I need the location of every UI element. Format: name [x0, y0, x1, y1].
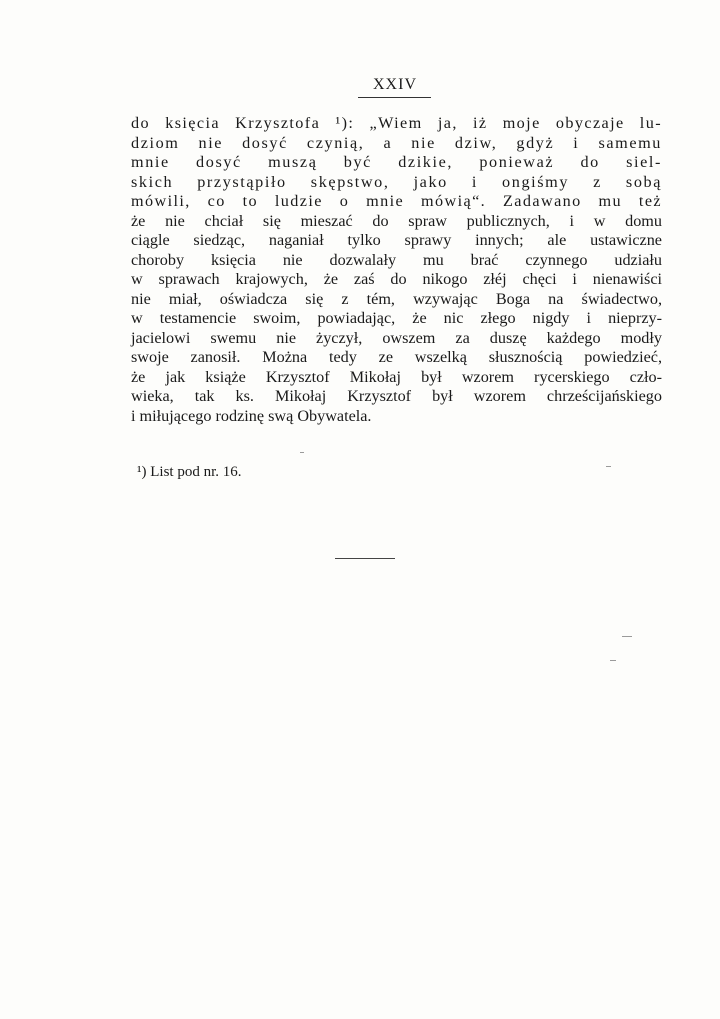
- text-line: w sprawach krajowych, że zaś do nikogo złéj chęci i nienawiści: [131, 270, 662, 288]
- scan-speck: [610, 660, 616, 661]
- text-line: skich przystąpiło skępstwo, jako i ongiśmy z sobą: [131, 172, 662, 191]
- body-text: [131, 114, 662, 426]
- text-line: w testamencie swoim, powiadając, że nic złego nigdy i nieprzy-: [131, 309, 662, 327]
- text-line: swoje zanosił. Można tedy ze wszelką słusznością powiedzieć,: [131, 348, 662, 366]
- text-line: ciągle siedząc, naganiał tylko sprawy innych; ale ustawiczne: [131, 231, 662, 249]
- text-line: że nie chciał się mieszać do spraw publicznych, i w domu: [131, 211, 662, 230]
- footnote: ¹) List pod nr. 16.: [137, 464, 242, 480]
- text-line: i miłującego rodzinę swą Obywatela.: [131, 406, 372, 425]
- page-number-underline: [358, 97, 431, 98]
- page-number: XXIV: [373, 76, 417, 93]
- scan-speck: [606, 466, 611, 467]
- text-line: mówili, co to ludzie o mnie mówią“. Zadawano mu też: [131, 192, 662, 210]
- text-line: mnie dosyć muszą być dzikie, ponieważ do siel-: [131, 153, 662, 171]
- text-line: dziom nie dosyć czynią, a nie dziw, gdyż i samemu: [131, 133, 662, 152]
- scan-speck: [300, 452, 304, 453]
- scan-speck: [622, 636, 632, 637]
- text-line: jacielowi swemu nie życzył, owszem za duszę każdego modły: [131, 328, 662, 347]
- text-line: nie miał, oświadcza się z tém, wzywając Boga na świadectwo,: [131, 289, 662, 308]
- text-line: wieka, tak ks. Mikołaj Krzysztof był wzorem chrześcijańskiego: [131, 387, 662, 405]
- text-line: choroby księcia nie dozwalały mu brać czynnego udziału: [131, 250, 662, 269]
- text-line: że jak książe Krzysztof Mikołaj był wzorem rycerskiego czło-: [131, 367, 662, 386]
- text-line: do księcia Krzysztofa ¹): „Wiem ja, iż moje obyczaje lu-: [131, 114, 662, 132]
- end-rule: [335, 558, 395, 559]
